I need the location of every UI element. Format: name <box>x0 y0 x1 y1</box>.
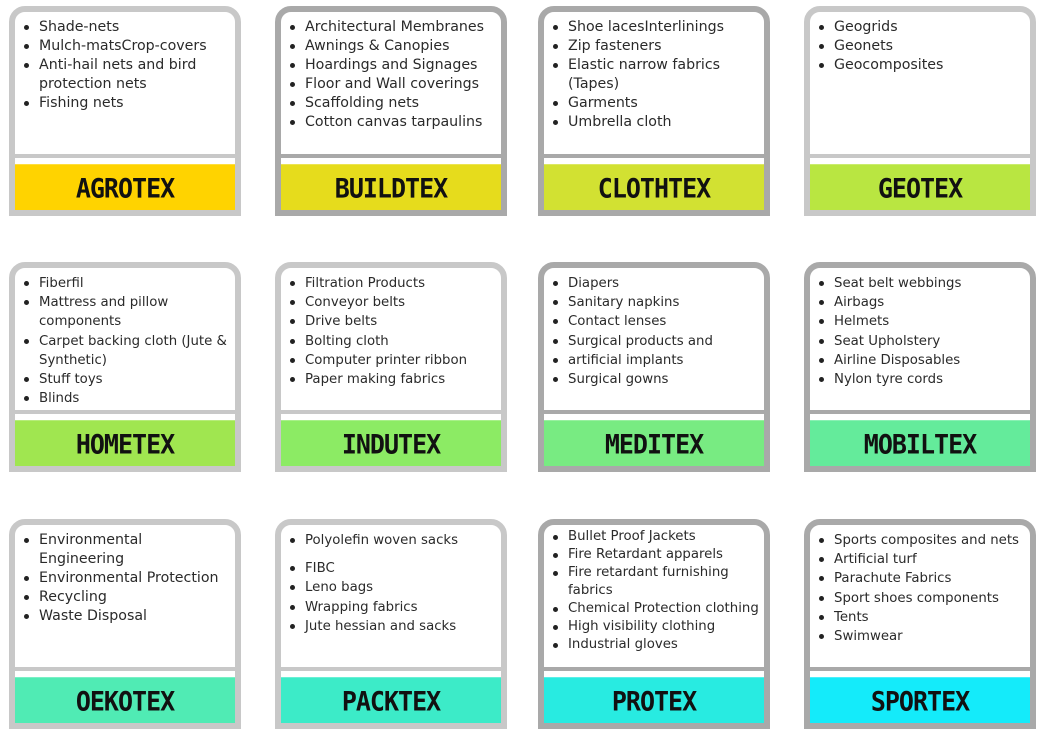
list-item: Contact lenses <box>568 312 760 331</box>
item-list <box>810 268 1030 414</box>
list-item: Jute hessian and sacks <box>305 617 497 636</box>
list-item: Cotton canvas tarpaulins <box>305 113 497 132</box>
list-item: Industrial gloves <box>568 636 760 654</box>
list-item: Garments <box>568 94 760 113</box>
category-label: MEDITEX <box>544 420 764 468</box>
category-card-mobiltex <box>804 262 1036 472</box>
list-item: Shoe lacesInterlinings <box>568 18 760 37</box>
item-list <box>544 268 764 414</box>
list-item: Surgical products and <box>568 332 760 351</box>
item-list <box>15 525 235 671</box>
list-item: Scaffolding nets <box>305 94 497 113</box>
list-item: Mulch-matsCrop-covers <box>39 37 231 56</box>
item-list <box>281 12 501 158</box>
list-item: FIBC <box>305 559 497 578</box>
category-card-buildtex <box>275 6 507 216</box>
list-item: Awnings & Canopies <box>305 37 497 56</box>
item-list <box>544 12 764 158</box>
category-card-hometex <box>9 262 241 472</box>
list-item: Nylon tyre cords <box>834 370 1026 389</box>
list-item: Fiberfil <box>39 274 231 293</box>
list-item: Fishing nets <box>39 94 231 113</box>
item-list <box>810 12 1030 158</box>
item-list <box>15 12 235 158</box>
category-label: GEOTEX <box>810 164 1030 212</box>
category-card-sportex <box>804 519 1036 729</box>
list-item: Artificial turf <box>834 550 1026 569</box>
list-item: Wrapping fabrics <box>305 598 497 617</box>
category-label: INDUTEX <box>281 420 501 468</box>
list-item: Environmental Engineering <box>39 531 231 569</box>
category-label: OEKOTEX <box>15 677 235 725</box>
list-item: Parachute Fabrics <box>834 569 1026 588</box>
list-item: Waste Disposal <box>39 607 231 626</box>
list-item: Carpet backing cloth (Jute & Synthetic) <box>39 332 231 370</box>
item-list <box>810 525 1030 671</box>
list-item: Bullet Proof Jackets <box>568 528 760 546</box>
category-label: HOMETEX <box>15 420 235 468</box>
list-item: Polyolefin woven sacks <box>305 531 497 550</box>
list-item: Drive belts <box>305 312 497 331</box>
category-card-agrotex <box>9 6 241 216</box>
list-item: Blinds <box>39 389 231 408</box>
category-card-indutex <box>275 262 507 472</box>
list-item: Airbags <box>834 293 1026 312</box>
category-label: CLOTHTEX <box>544 164 764 212</box>
item-list <box>281 268 501 414</box>
list-item: Helmets <box>834 312 1026 331</box>
category-label: MOBILTEX <box>810 420 1030 468</box>
list-item: Mattress and pillow components <box>39 293 231 331</box>
list-item: Diapers <box>568 274 760 293</box>
list-item: Seat belt webbings <box>834 274 1026 293</box>
list-item: Surgical gowns <box>568 370 760 389</box>
list-item: Paper making fabrics <box>305 370 497 389</box>
category-card-geotex <box>804 6 1036 216</box>
category-label: PACKTEX <box>281 677 501 725</box>
list-item: Elastic narrow fabrics (Tapes) <box>568 56 760 94</box>
list-item: Swimwear <box>834 627 1026 646</box>
list-item: Tents <box>834 608 1026 627</box>
list-item: Geogrids <box>834 18 1026 37</box>
list-item: Anti-hail nets and bird protection nets <box>39 56 231 94</box>
list-item: Chemical Protection clothing <box>568 601 759 616</box>
category-card-meditex <box>538 262 770 472</box>
list-item: Filtration Products <box>305 274 497 293</box>
list-item: Environmental Protection <box>39 569 231 588</box>
category-card-protex <box>538 519 770 729</box>
list-item: Recycling <box>39 588 231 607</box>
list-item: Sports composites and nets <box>834 531 1026 550</box>
item-list <box>281 525 501 671</box>
category-label: BUILDTEX <box>281 164 501 212</box>
list-item: Stuff toys <box>39 370 231 389</box>
list-item: Sanitary napkins <box>568 293 760 312</box>
category-label: SPORTEX <box>810 677 1030 725</box>
list-item: Sport shoes components <box>834 589 1026 608</box>
list-item: Airline Disposables <box>834 351 1026 370</box>
list-item: Shade-nets <box>39 18 231 37</box>
list-item: Zip fasteners <box>568 37 760 56</box>
list-item: Fire retardant furnishing fabrics <box>568 564 760 600</box>
item-list <box>15 268 235 414</box>
category-card-packtex <box>275 519 507 729</box>
list-item: Hoardings and Signages <box>305 56 497 75</box>
list-item: Seat Upholstery <box>834 332 1026 351</box>
category-label: PROTEX <box>544 677 764 725</box>
list-item: Computer printer ribbon <box>305 351 497 370</box>
item-list <box>544 525 764 671</box>
list-item: artificial implants <box>568 351 760 370</box>
list-item: Conveyor belts <box>305 293 497 312</box>
category-card-clothtex <box>538 6 770 216</box>
list-item: Umbrella cloth <box>568 113 760 132</box>
list-item: Architectural Membranes <box>305 18 497 37</box>
list-item: Leno bags <box>305 578 497 597</box>
category-card-oekotex <box>9 519 241 729</box>
list-item: Geocomposites <box>834 56 1026 75</box>
list-item: Floor and Wall coverings <box>305 75 497 94</box>
list-item: Geonets <box>834 37 1026 56</box>
list-item: Bolting cloth <box>305 332 497 351</box>
category-label: AGROTEX <box>15 164 235 212</box>
list-item: Fire Retardant apparels <box>568 546 760 564</box>
list-item: High visibility clothing <box>568 618 760 636</box>
